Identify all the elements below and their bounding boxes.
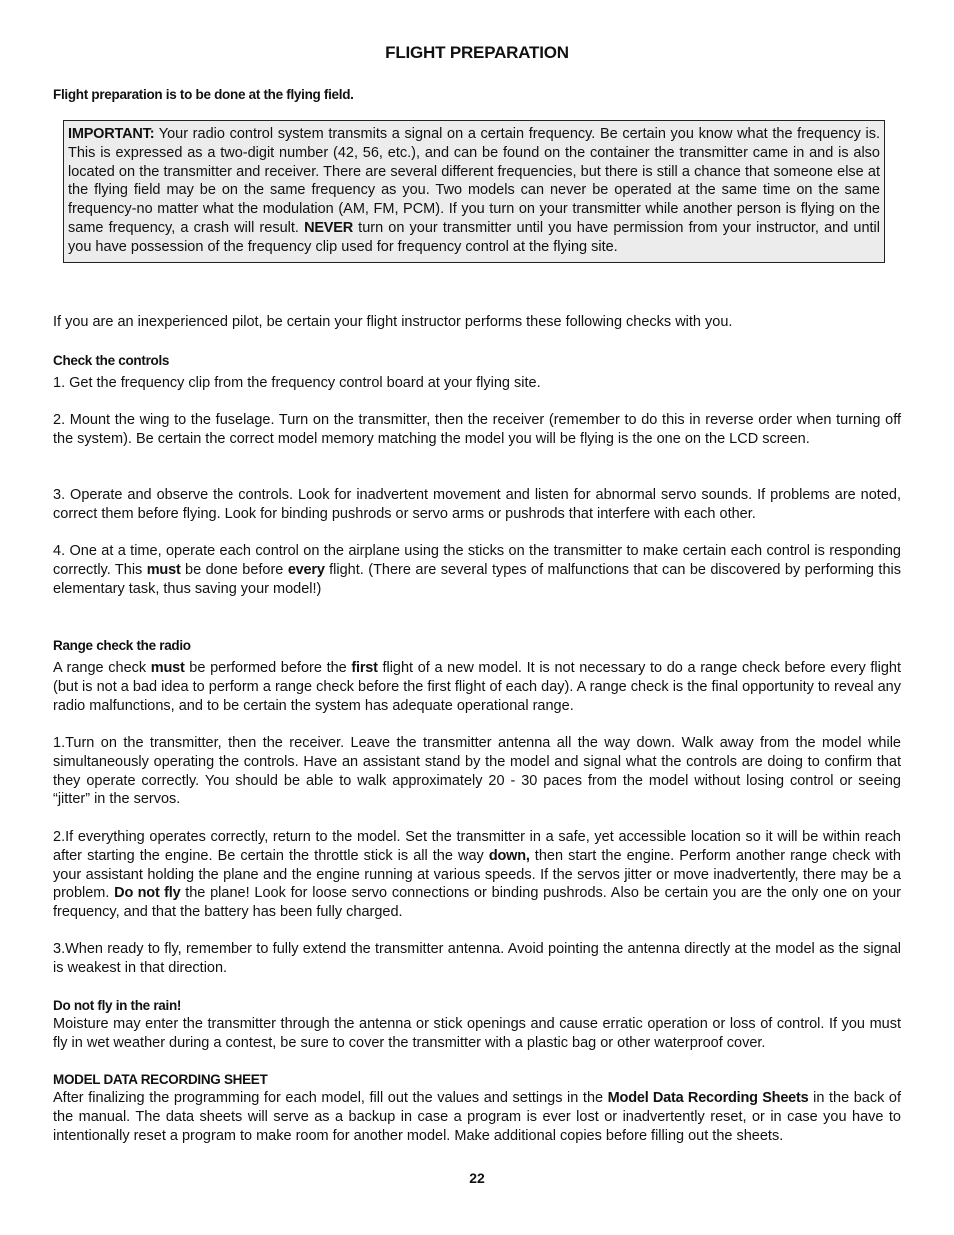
- range-step-3: 3.When ready to fly, remember to fully extend the transmitter antenna. Avoid pointing the antenna directly at the model as the signal is weakest in that direction.: [53, 941, 901, 976]
- intro-heading: Flight preparation is to be done at the flying field.: [53, 87, 354, 102]
- rain-text: Moisture may enter the transmitter through the antenna or stick openings and cause erratic operation or loss of control. If you must fly in wet weather during a contest, be sure to cover the transmitter with a plastic bag or other waterproof cover.: [53, 1016, 901, 1051]
- page-title: FLIGHT PREPARATION: [385, 43, 569, 62]
- check-step-4-text-b: be done before: [180, 561, 288, 578]
- range-check-heading: Range check the radio: [53, 638, 191, 653]
- check-controls-heading: Check the controls: [53, 353, 170, 368]
- range-step-2-text-b: then start the engine. Perform another range check with your assistant holding the plane and the engine running at various speeds. If the servos jitter or move inadvertently, there may be a problem.: [53, 847, 901, 902]
- check-step-1: 1. Get the frequency clip from the frequency control board at your flying site.: [53, 375, 541, 391]
- must-emphasis: must: [150, 660, 185, 676]
- model-data-sheets-emphasis: Model Data Recording Sheets: [607, 1090, 809, 1106]
- important-notice-box: [63, 120, 885, 263]
- important-text-1: Your radio control system transmits a signal on a certain frequency. Be certain you know what the frequency is. This is expressed as a two-digit number (42, 56, etc.), and can be found on the container the transmitter came in and is also located on the transmitter and receiver. There are several different frequencies, but there is still a chance that someone else at the flying field may be on the same frequency as you. Two models can never be operated at the same time on the same frequency-no matter what the modulation (AM, FM, PCM). If you turn on your transmitter while another person is flying on the same frequency, a crash will result.: [68, 126, 880, 236]
- model-data-text-a: After finalizing the programming for each model, fill out the values and settings in the: [53, 1090, 608, 1106]
- range-intro-text-c: flight of a new model. It is not necessary to do a range check before every flight (but is not a bad idea to perform a range check before the first flight of each day). A range check is the final opportunity to reveal any radio malfunctions, and to be certain the system has adequate operational range.: [53, 660, 901, 714]
- do-not-fly-emphasis: Do not fly: [114, 885, 181, 902]
- model-data-heading: MODEL DATA RECORDING SHEET: [53, 1072, 268, 1087]
- range-check-intro: [53, 659, 901, 715]
- range-intro-text-a: A range check: [53, 660, 151, 676]
- range-intro-text-b: be performed before the: [184, 660, 352, 676]
- check-step-2: 2. Mount the wing to the fuselage. Turn on the transmitter, then the receiver (remember to do this in reverse order when turning off the system). Be certain the correct model memory matching the model you will be flying is the one on the LCD screen.: [53, 412, 901, 447]
- down-emphasis: down,: [488, 847, 530, 864]
- page-number: 22: [469, 1170, 485, 1186]
- check-step-3: 3. Operate and observe the controls. Look for inadvertent movement and listen for abnormal servo sounds. If problems are noted, correct them before flying. Look for binding pushrods or servo arms or pushrods that interfere with each other.: [53, 487, 901, 522]
- range-step-2: [53, 828, 901, 922]
- range-step-2-text-c: the plane! Look for loose servo connections or binding pushrods. Also be certain you are the only one on your frequency, and that the battery has been fully charged.: [53, 885, 901, 921]
- model-data-text-b: in the back of the manual. The data sheets will serve as a backup in case a program is ever lost or inadvertently reset, or in case you have to intentionally reset a program to make room for another model. Make additional copies before filling out the sheets.: [53, 1090, 902, 1144]
- inexperienced-note: If you are an inexperienced pilot, be certain your flight instructor performs these following checks with you.: [53, 314, 733, 330]
- every-emphasis: every: [287, 561, 325, 578]
- important-text-2: turn on your transmitter until you have permission from your instructor, and until you have possession of the frequency clip used for frequency control at the flying site.: [68, 219, 881, 255]
- never-emphasis: NEVER: [304, 219, 354, 236]
- model-data-text: [53, 1089, 901, 1145]
- range-step-1: 1.Turn on the transmitter, then the receiver. Leave the transmitter antenna all the way down. Walk away from the model while simultaneously operating the controls. Have an assistant stand by the model and signal what the controls are doing to confirm that they operate correctly. You should be able to walk approximately 20 - 30 paces from the model without losing control or seeing “jitter” in the servos.: [53, 735, 901, 808]
- first-emphasis: first: [351, 660, 378, 676]
- check-step-4-text-c: flight. (There are several types of malfunctions that can be discovered by performing this elementary task, thus saving your model!): [53, 561, 901, 597]
- range-step-2-text-a: 2.If everything operates correctly, return to the model. Set the transmitter in a safe, yet accessible location so it will be within reach after starting the engine. Be certain the throttle stick is all the way: [53, 829, 901, 864]
- must-emphasis: must: [146, 561, 181, 578]
- check-step-4: [53, 542, 901, 598]
- check-step-4-text-a: 4. One at a time, operate each control on the airplane using the sticks on the transmitter to make certain each control is responding correctly. This: [53, 543, 901, 578]
- important-label: IMPORTANT:: [68, 126, 155, 142]
- rain-heading: Do not fly in the rain!: [53, 998, 182, 1013]
